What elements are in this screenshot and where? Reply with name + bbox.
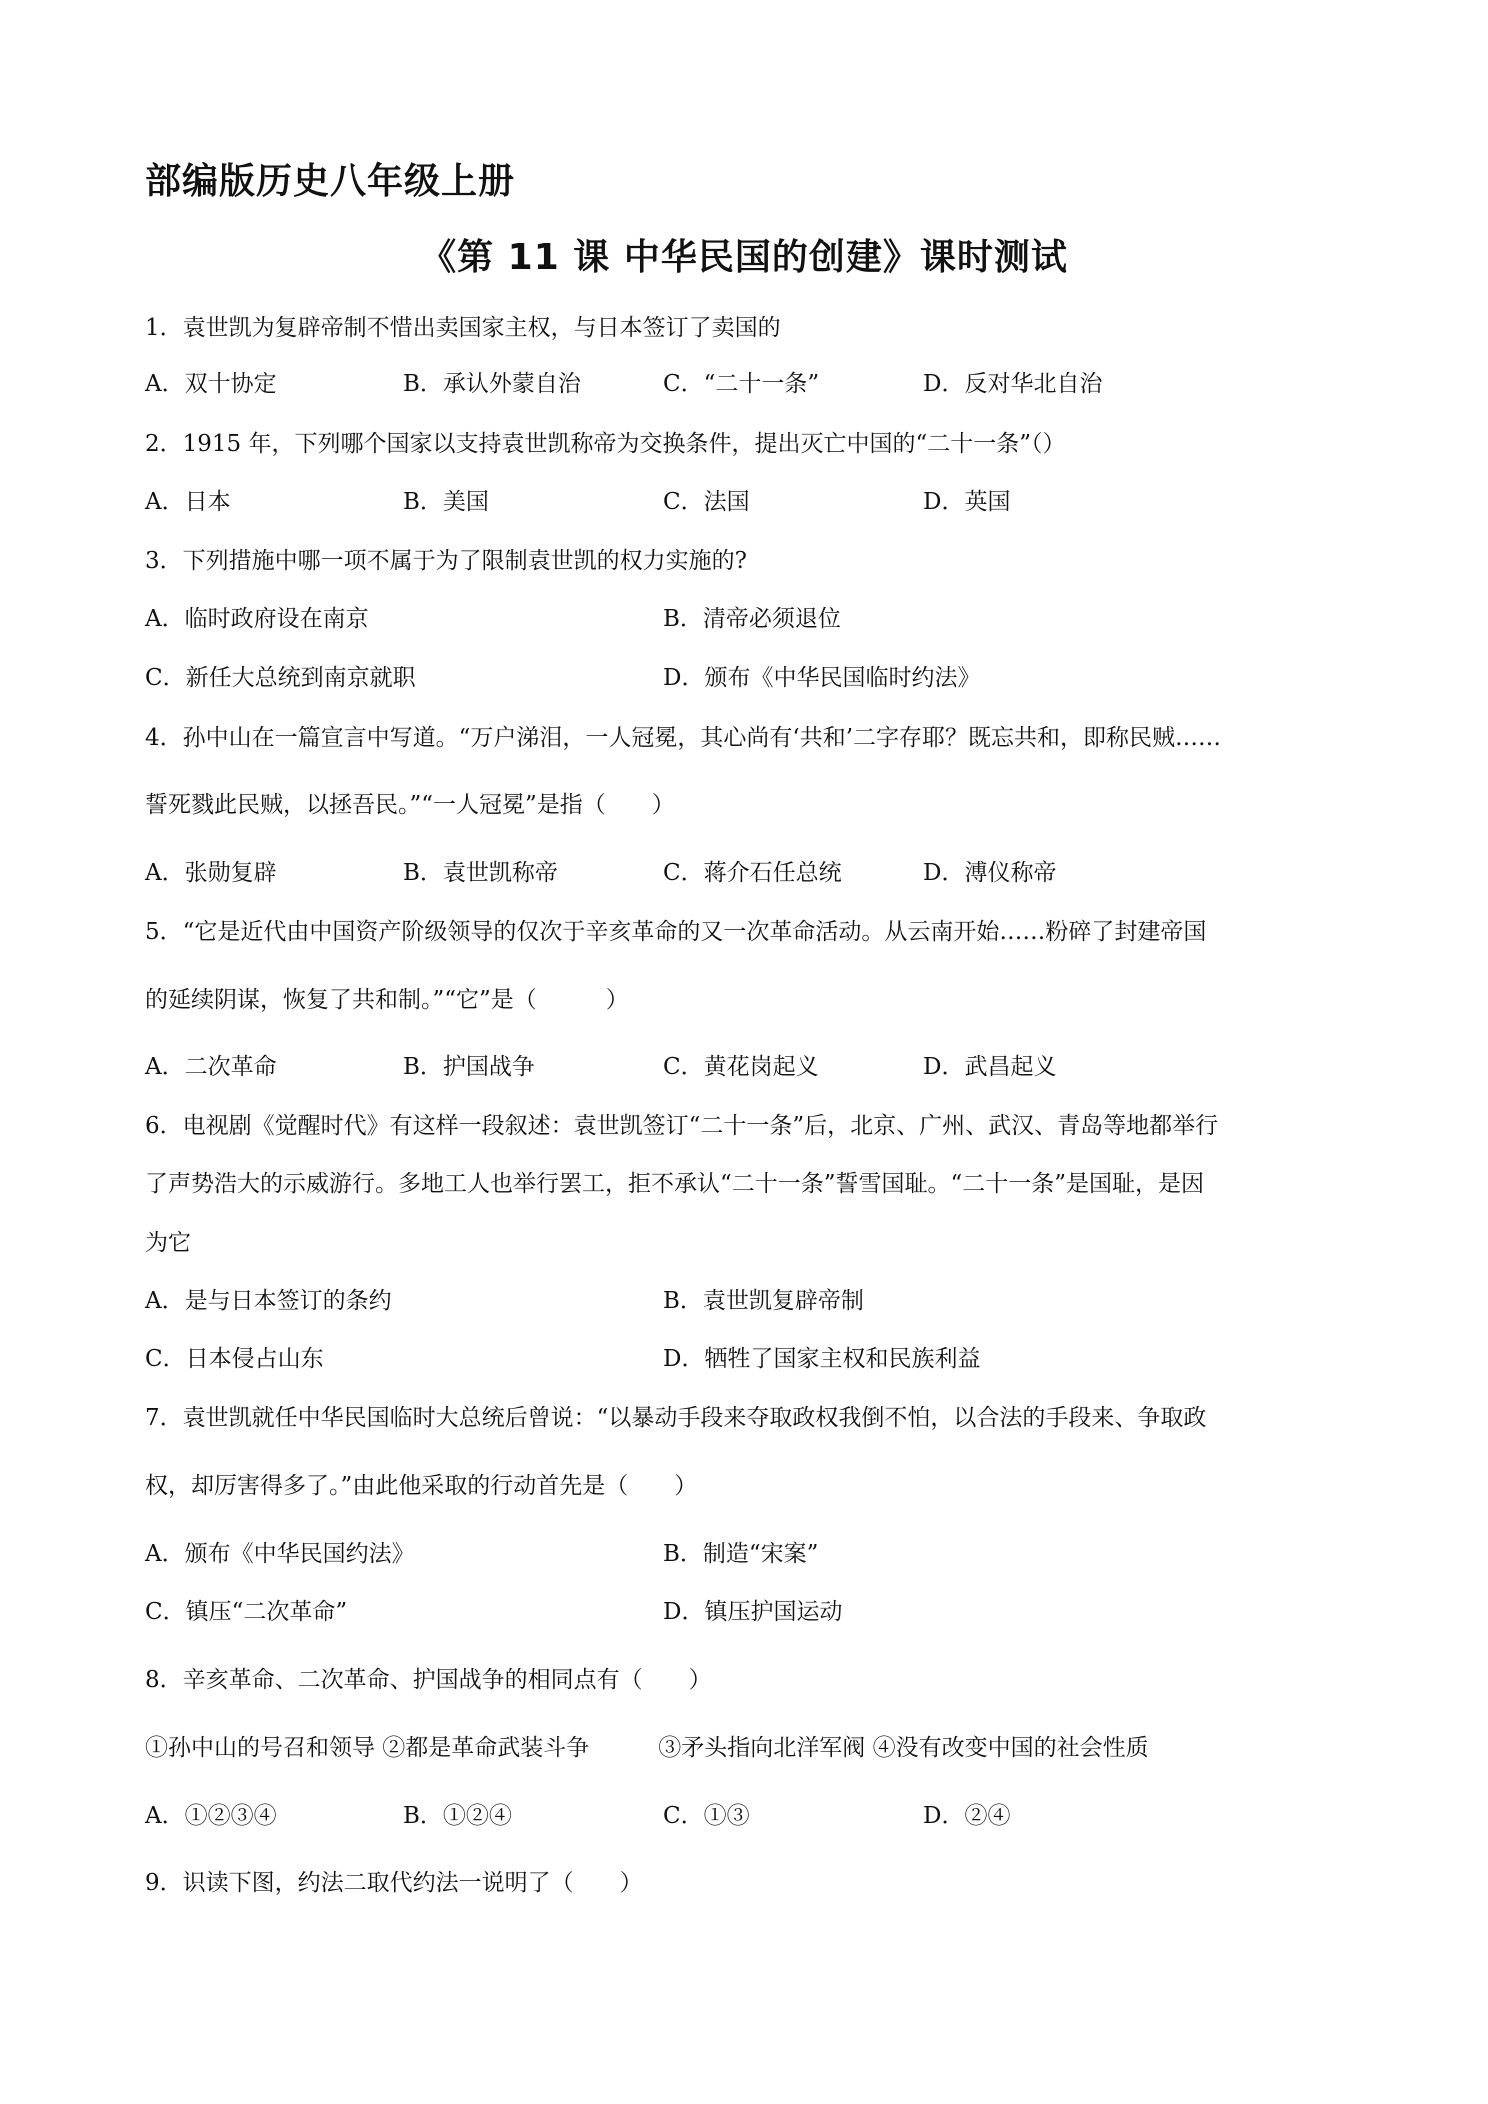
question-7-text-line-1: 7．袁世凯就任中华民国临时大总统后曾说：“以暴动手段来夺取政权我倒不怕，以合法的手段来、争取政 bbox=[145, 1405, 1207, 1431]
question-4-option-c: C．蒋介石任总统 bbox=[663, 860, 842, 886]
question-1-option-c: C．“二十一条” bbox=[663, 371, 820, 397]
question-4-text-line-1: 4．孙中山在一篇宣言中写道。“万户涕泪，一人冠冕，其心尚有‘共和’二字存耶？既忘共和，即称民贼…… bbox=[145, 725, 1222, 751]
question-5-option-c: C．黄花岗起义 bbox=[663, 1054, 819, 1080]
question-2-options bbox=[145, 487, 1355, 517]
question-1-text: 1．袁世凯为复辟帝制不惜出卖国家主权，与日本签订了卖国的 bbox=[145, 315, 781, 341]
document-title: 《第 11 课 中华民国的创建》课时测试 bbox=[420, 237, 1068, 278]
question-2-option-c: C．法国 bbox=[663, 489, 750, 515]
question-6-text-line-1: 6．电视剧《觉醒时代》有这样一段叙述：袁世凯签订“二十一条”后，北京、广州、武汉、青岛等地都举行 bbox=[145, 1113, 1219, 1139]
question-3-option-c: C．新任大总统到南京就职 bbox=[145, 665, 416, 691]
question-7-options-row-1 bbox=[145, 1539, 1355, 1569]
question-6-option-b: B．袁世凯复辟帝制 bbox=[663, 1288, 864, 1314]
question-6-options-row-1 bbox=[145, 1286, 1355, 1316]
question-5-options bbox=[145, 1052, 1355, 1082]
question-2-text: 2．1915 年，下列哪个国家以支持袁世凯称帝为交换条件，提出灭亡中国的“二十一条”（） bbox=[145, 431, 1066, 457]
question-8-text: 8．辛亥革命、二次革命、护国战争的相同点有（ ） bbox=[145, 1667, 712, 1693]
question-8-option-d: D．②④ bbox=[923, 1803, 1011, 1829]
question-8-option-b: B．①②④ bbox=[403, 1803, 512, 1829]
question-4-option-a: A．张勋复辟 bbox=[145, 860, 277, 886]
question-2-option-a: A．日本 bbox=[145, 489, 231, 515]
question-9-text: 9．识读下图，约法二取代约法一说明了（ ） bbox=[145, 1870, 643, 1896]
question-7-option-b: B．制造“宋案” bbox=[663, 1541, 819, 1567]
question-3-option-a: A．临时政府设在南京 bbox=[145, 606, 369, 632]
question-8-statements: ①孙中山的号召和领导 ②都是革命武装斗争 ③矛头指向北洋军阀 ④没有改变中国的社会性质 bbox=[145, 1735, 1149, 1761]
question-6-text-line-2: 了声势浩大的示威游行。多地工人也举行罢工，拒不承认“二十一条”誓雪国耻。“二十一条”是国耻，是因 bbox=[145, 1171, 1205, 1197]
question-8-option-c: C．①③ bbox=[663, 1803, 750, 1829]
question-7-option-a: A．颁布《中华民国约法》 bbox=[145, 1541, 415, 1567]
question-3-option-b: B．清帝必须退位 bbox=[663, 606, 841, 632]
document-header: 部编版历史八年级上册 bbox=[145, 161, 516, 202]
question-4-option-d: D．溥仪称帝 bbox=[923, 860, 1057, 886]
question-1-option-a: A．双十协定 bbox=[145, 371, 277, 397]
question-1-options bbox=[145, 369, 1355, 399]
question-4-option-b: B．袁世凯称帝 bbox=[403, 860, 558, 886]
question-5-option-a: A．二次革命 bbox=[145, 1054, 277, 1080]
question-8-option-a: A．①②③④ bbox=[145, 1803, 277, 1829]
question-3-option-d: D．颁布《中华民国临时约法》 bbox=[663, 665, 981, 691]
question-6-option-d: D．牺牲了国家主权和民族利益 bbox=[663, 1346, 981, 1372]
question-2-option-b: B．美国 bbox=[403, 489, 489, 515]
question-4-text-line-2: 誓死戮此民贼，以拯吾民。”“一人冠冕”是指（ ） bbox=[145, 792, 675, 818]
question-7-text-line-2: 权，却厉害得多了。”由此他采取的行动首先是（ ） bbox=[145, 1473, 698, 1499]
question-3-options-row-2 bbox=[145, 663, 1355, 693]
question-6-option-c: C．日本侵占山东 bbox=[145, 1346, 324, 1372]
question-1-option-b: B．承认外蒙自治 bbox=[403, 371, 581, 397]
question-5-option-d: D．武昌起义 bbox=[923, 1054, 1057, 1080]
question-5-option-b: B．护国战争 bbox=[403, 1054, 535, 1080]
question-6-text-line-3: 为它 bbox=[145, 1230, 191, 1256]
question-6-options-row-2 bbox=[145, 1344, 1355, 1374]
question-2-option-d: D．英国 bbox=[923, 489, 1011, 515]
question-7-option-d: D．镇压护国运动 bbox=[663, 1599, 843, 1625]
question-3-options-row-1 bbox=[145, 604, 1355, 634]
question-5-text-line-2: 的延续阴谋，恢复了共和制。”“它”是（ ） bbox=[145, 987, 629, 1013]
question-4-options bbox=[145, 858, 1355, 888]
question-1-option-d: D．反对华北自治 bbox=[923, 371, 1103, 397]
question-6-option-a: A．是与日本签订的条约 bbox=[145, 1288, 392, 1314]
question-7-options-row-2 bbox=[145, 1597, 1355, 1627]
question-7-option-c: C．镇压“二次革命” bbox=[145, 1599, 348, 1625]
question-5-text-line-1: 5．“它是近代由中国资产阶级领导的仅次于辛亥革命的又一次革命活动。从云南开始……粉碎了封建帝国 bbox=[145, 919, 1207, 945]
question-3-text: 3．下列措施中哪一项不属于为了限制袁世凯的权力实施的? bbox=[145, 548, 747, 574]
question-8-options bbox=[145, 1801, 1355, 1831]
